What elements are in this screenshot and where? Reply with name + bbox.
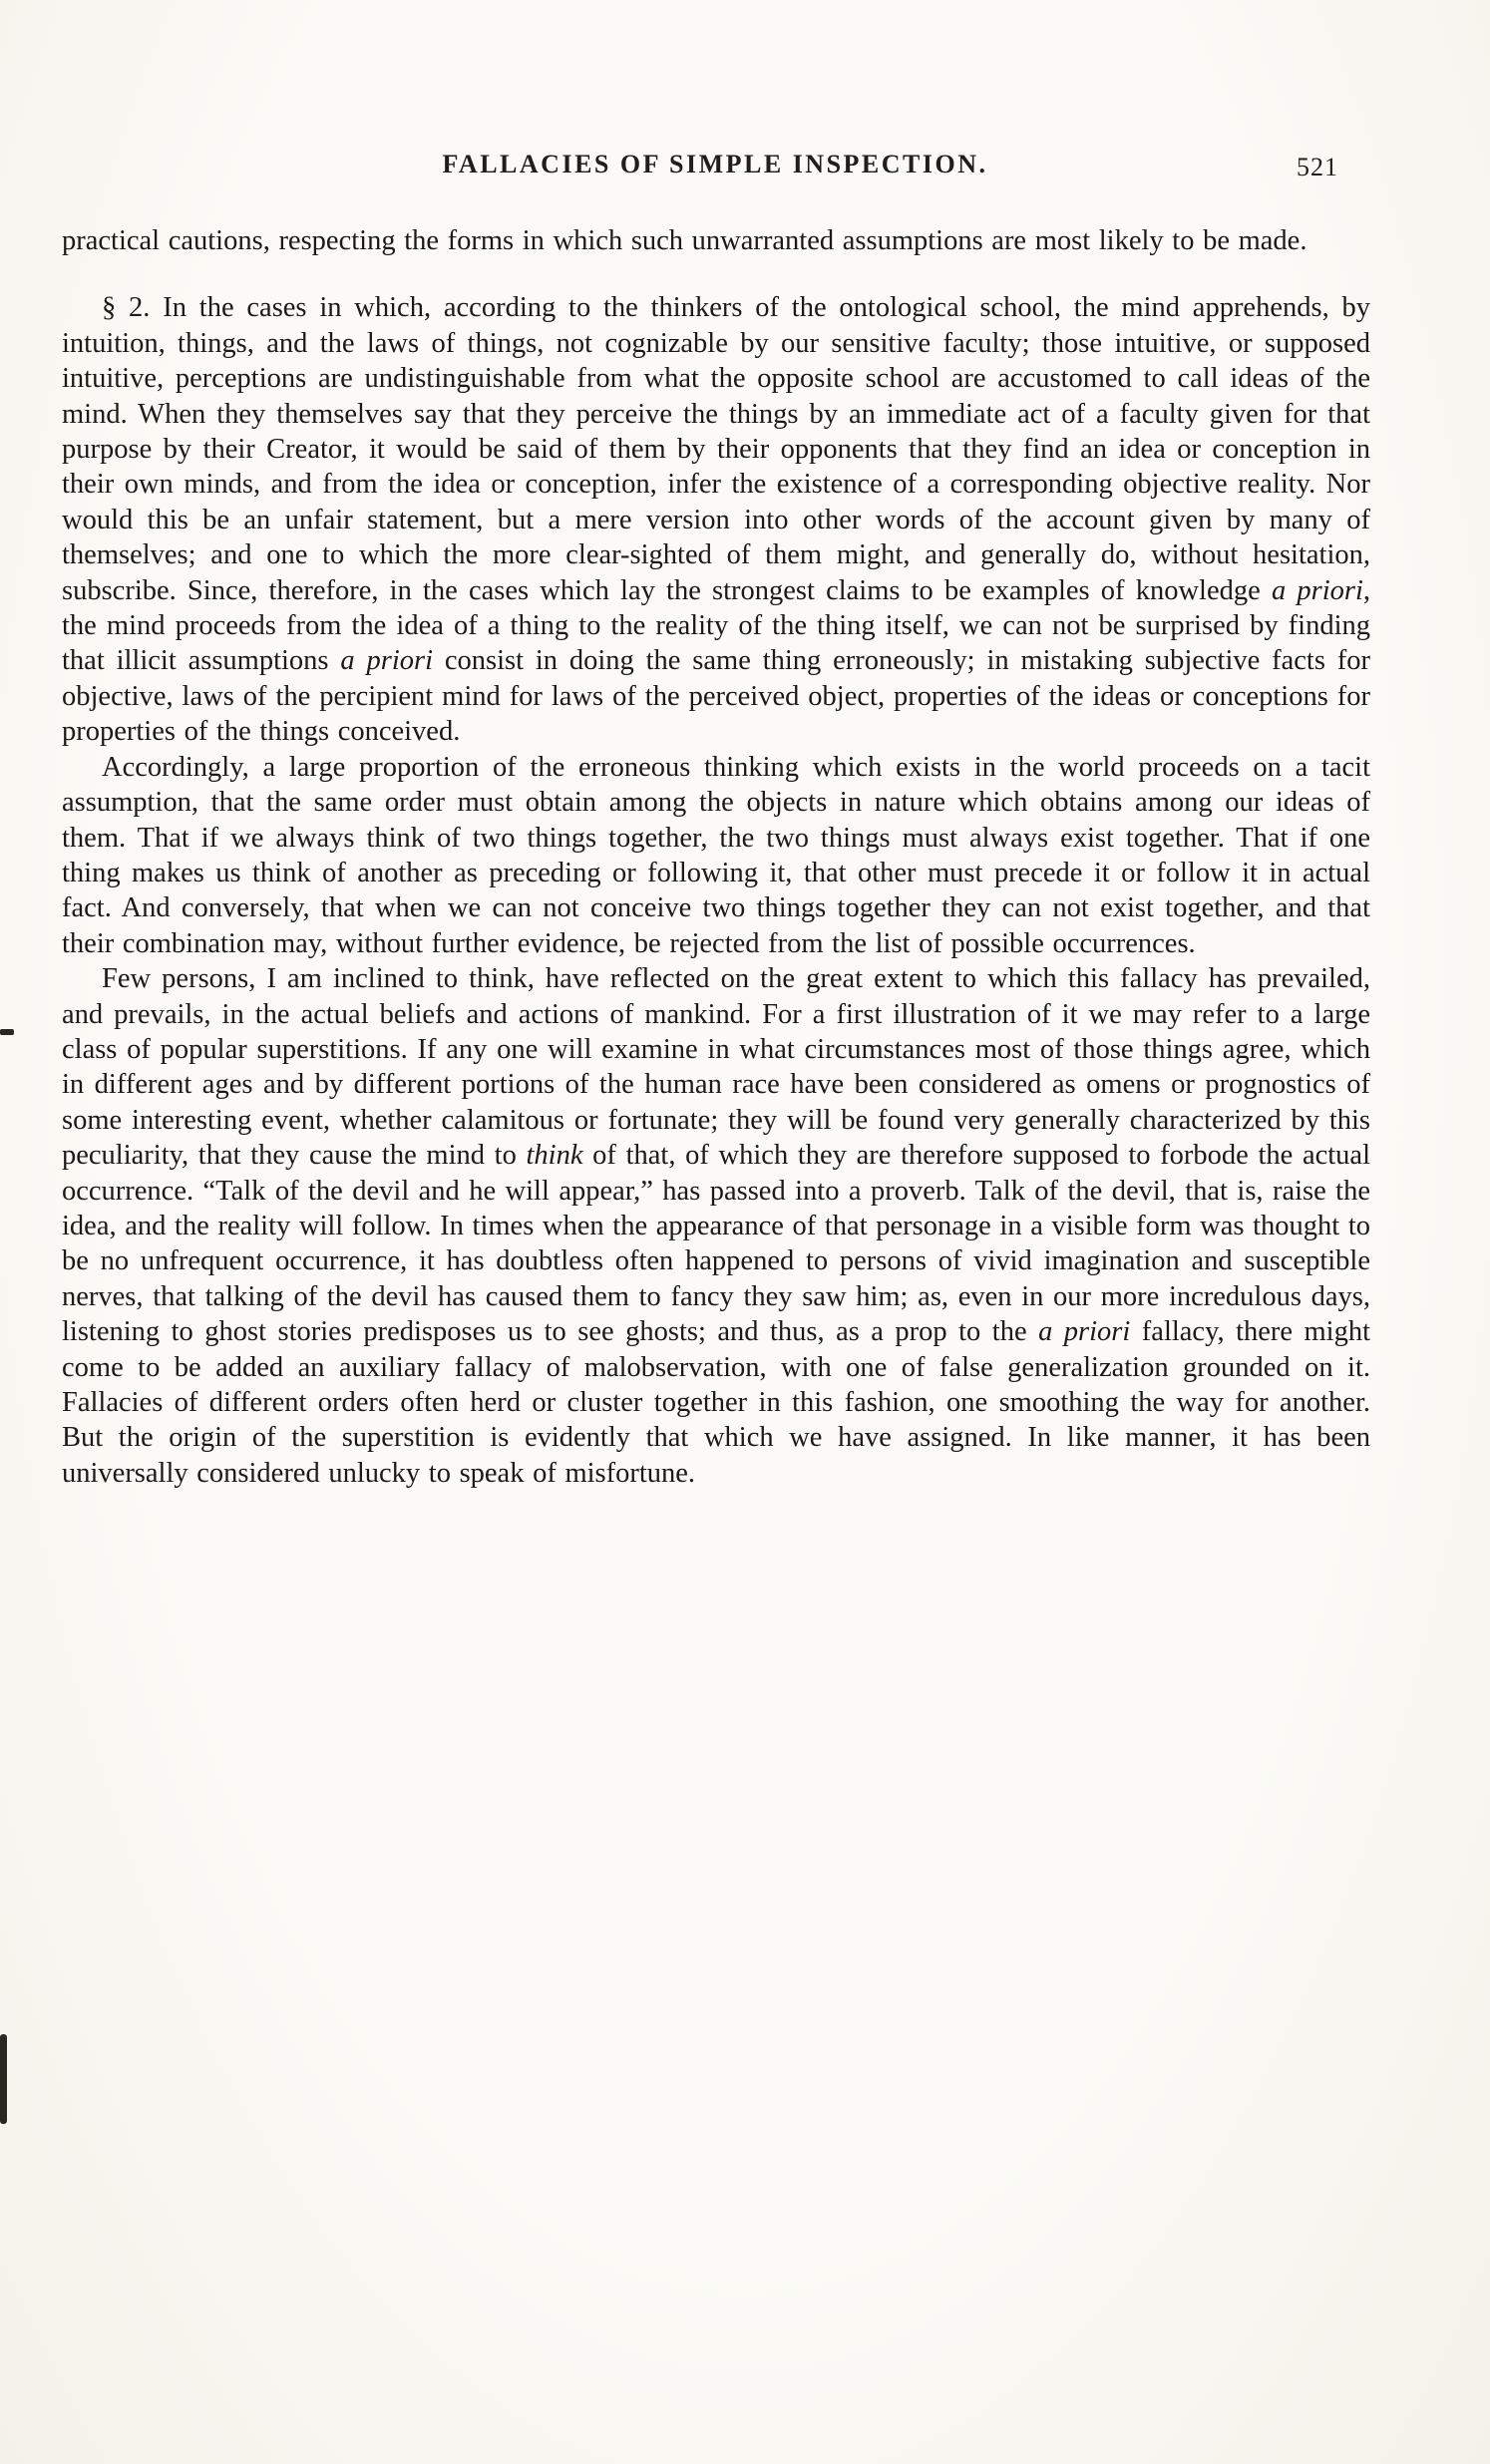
text-run: of that, of which they are therefore supposed to forbode the actual occurrence. “Talk of the devil and he will appear,” has passed into a proverb. Talk of the devil, that is, raise the idea, and the reality will follow. In times when the appearance of that personage in a visible form was thought to be no unfrequent occurrence, it has doubtless often happened to persons of vivid imagination and susceptible nerves, that talking of the devil has caused them to fancy they saw him; as, even in our more incredulous days, listening to ghost stories predisposes us to see ghosts; and thus, as a prop to the [62, 1140, 1370, 1348]
text-run: , the mind proceeds from the idea of a thing to the reality of the thing itself, we can not be surprised by finding that illicit assumptions [62, 574, 1370, 677]
italic-text-run: a priori [1271, 574, 1363, 606]
text-run: § 2. In the cases in which, according to the thinkers of the ontological school, the mind apprehends, by intuition, things, and the laws of things, not cognizable by our sensitive faculty; those intuitive, or supposed intuitive, perceptions are undistinguishable from what the opposite school are accustomed to call ideas of the mind. When they themselves say that they perceive the things by an immediate act of a faculty given for that purpose by their Creator, it would be said of them by their opponents that they find an idea or conception in their own minds, and from the idea or conception, infer the existence of a corresponding objective reality. Nor would this be an unfair statement, but a mere version into other words of the account given by many of themselves; and one to which the more clear-sighted of them might, and generally do, without hesitation, subscribe. Since, therefore, in the cases which lay the strongest claims to be examples of knowledge [62, 292, 1370, 606]
text-run: practical cautions, respecting the forms in which such unwarranted assumptions are most likely to be made. [62, 225, 1307, 256]
text-run: consist in doing the same thing erroneously; in mistaking subjective facts for objective, laws of the percipient mind for laws of the perceived object, properties of the ideas or conceptions for properties of the things conceived. [62, 645, 1370, 748]
scan-artifact-dash [0, 1029, 14, 1035]
running-title: FALLACIES OF SIMPLE INSPECTION. [442, 150, 988, 178]
page-header [62, 150, 1368, 189]
italic-text-run: think [526, 1140, 583, 1172]
italic-text-run: a priori [340, 645, 433, 677]
page-body [62, 223, 1370, 1491]
scan-artifact-bar [0, 2034, 7, 2124]
text-run: Few persons, I am inclined to think, have reflected on the great extent to which this fallacy has prevailed, and prevails, in the actual beliefs and actions of mankind. For a first illustration of it we may refer to a large class of popular superstitions. If any one will examine in what circumstances most of those things agree, which in different ages and by different portions of the human race have been considered as omens or prognostics of some interesting event, whether calamitous or fortunate; they will be found very generally characterized by this peculiarity, that they cause the mind to [62, 963, 1370, 1172]
italic-text-run: a priori [1038, 1316, 1131, 1348]
text-run: Accordingly, a large proportion of the erroneous thinking which exists in the world proceeds on a tacit assumption, that the same order must obtain among the objects in nature which obtains among our ideas of them. That if we always think of two things together, the two things must always exist together. That if one thing makes us think of another as preceding or following it, that other must precede it or follow it in actual fact. And conversely, that when we can not conceive two things together they can not exist together, and that their combination may, without further evidence, be rejected from the list of possible occurrences. [62, 751, 1370, 959]
paragraph-few-persons [62, 961, 1370, 1491]
page-number: 521 [1297, 153, 1338, 181]
paragraph-section-2 [62, 290, 1370, 749]
paragraph-continuation [62, 223, 1370, 258]
paragraph-accordingly [62, 750, 1370, 961]
text-run: fallacy, there might come to be added an auxiliary fallacy of malobservation, with one of false generalization grounded on it. Fallacies of different orders often herd or cluster together in this fashion, one smoothing the way for another. But the origin of the superstition is evidently that which we have assigned. In like manner, it has been universally considered unlucky to speak of misfortune. [62, 1316, 1370, 1489]
